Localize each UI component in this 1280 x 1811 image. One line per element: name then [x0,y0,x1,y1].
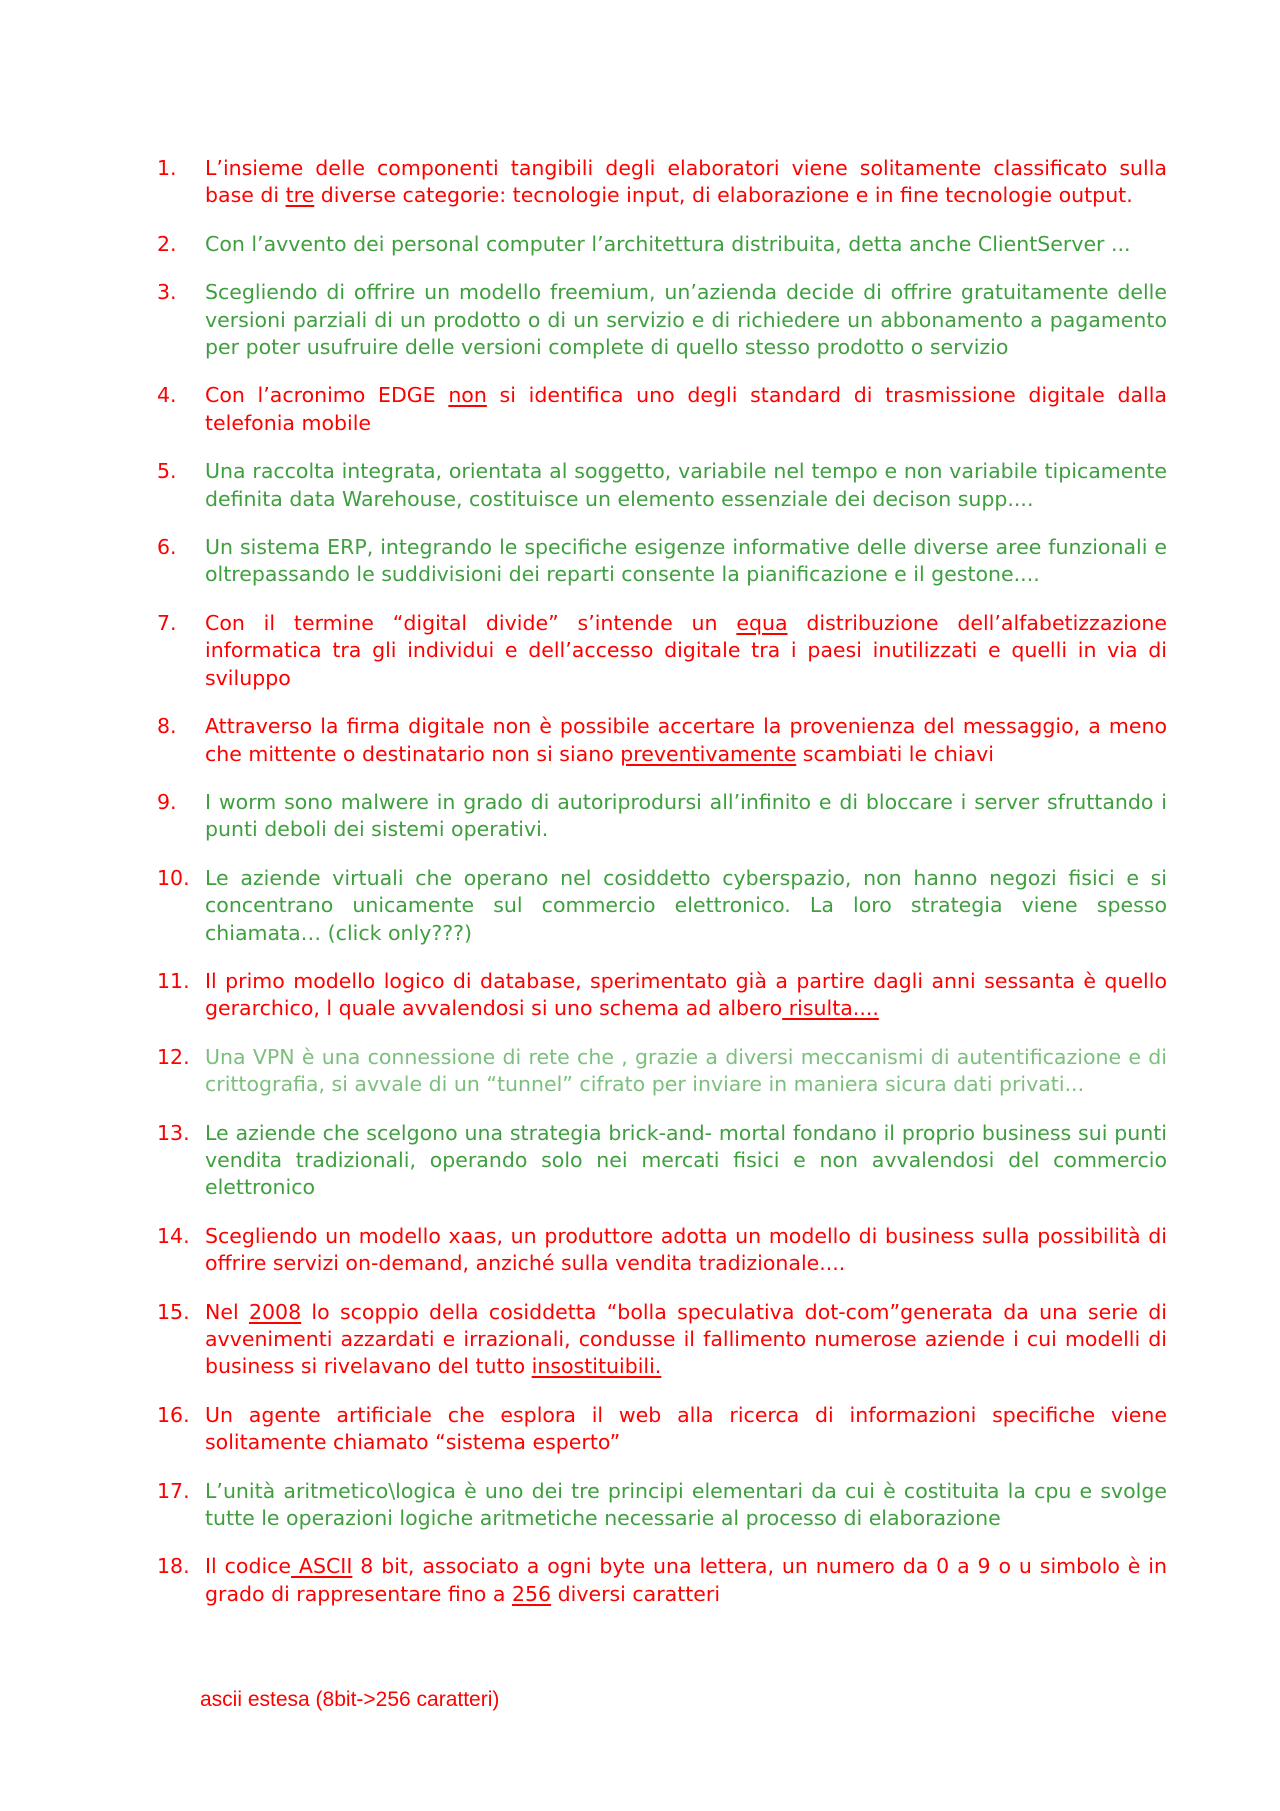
item-number: 8. [157,714,177,739]
list-item [157,534,1167,589]
item-number: 9. [157,789,177,814]
item-number: 13. [157,1120,190,1145]
list-item [157,1044,1167,1099]
list-item [157,789,1167,844]
list-item [157,1299,1167,1381]
item-text: Con l’acronimo EDGE [205,383,449,408]
list-item [157,458,1167,513]
item-text: Una VPN è una connessione di rete che , grazie a diversi meccanismi di autentificazione e di crittografia, si avvale di un “tunnel” cifrato per inviare in maniera sicura dati privati... [205,1044,1167,1097]
item-text: 8 bit, associato a ogni byte una lettera, un numero da 0 a 9 o u simbolo è in grado di rappresentare fino a [205,1554,1167,1606]
handwritten-note: ascii estesa (8bit->256 caratteri) [200,1688,500,1711]
item-number: 12. [157,1044,190,1069]
underlined-word: preventivamente [620,741,797,766]
item-number: 7. [157,610,177,635]
item-number: 4. [157,383,177,408]
list-item [157,1402,1167,1457]
item-text: Le aziende virtuali che operano nel cosiddetto cyberspazio, non hanno negozi fisici e si concentrano unicamente sul commercio elettronico. La loro strategia viene spesso chiamata… (click only???) [205,865,1167,945]
underlined-word: 256 [511,1581,552,1606]
item-text: Scegliendo di offrire un modello freemium, un’azienda decide di offrire gratuitamente delle versioni parziali di un prodotto o di un servizio e di richiedere un abbonamento a pagamento per poter usufruire delle versioni complete di quello stesso prodotto o servizio [205,280,1167,360]
underlined-word: ASCII [291,1554,353,1579]
underlined-word: equa [736,610,788,635]
question-list [157,155,1167,1629]
item-text: I worm sono malwere in grado di autoriprodursi all’infinito e di bloccare i server sfruttando i punti deboli dei sistemi operativi. [205,789,1167,842]
underlined-word: tre [285,183,315,208]
item-text: lo scoppio della cosiddetta “bolla speculativa dot-com”generata da una serie di avvenimenti azzardati e irrazionali, condusse il fallimento numerose aziende i cui modelli di business si rivelavano del tutto [205,1299,1167,1379]
item-text: L’insieme delle componenti tangibili degli elaboratori viene solitamente classificato sulla base di [205,156,1167,208]
list-item [157,865,1167,947]
item-text: scambiati le chiavi [796,741,994,766]
underlined-word: non [448,383,487,408]
item-number: 10. [157,865,190,890]
item-number: 15. [157,1299,190,1324]
item-text: Attraverso la firma digitale non è possibile accertare la provenienza del messaggio, a meno che mittente o destinatario non si siano [205,714,1167,766]
item-text: si identifica uno degli standard di trasmissione digitale dalla telefonia mobile [205,383,1167,435]
list-item [157,1478,1167,1533]
item-text: diverse categorie: tecnologie input, di elaborazione e in fine tecnologie output. [314,183,1133,208]
item-text: Una raccolta integrata, orientata al soggetto, variabile nel tempo e non variabile tipicamente definita data Warehouse, costituisce un elemento essenziale dei decison supp.... [205,459,1167,511]
list-item [157,1223,1167,1278]
item-text: Con il termine “digital divide” s’intende un [205,610,737,635]
item-number: 6. [157,535,177,560]
item-text: diversi caratteri [551,1581,721,1606]
list-item [157,382,1167,437]
list-item [157,968,1167,1023]
list-item [157,155,1167,210]
underlined-word: insostituibili. [531,1354,662,1379]
item-text: Con l’avvento dei personal computer l’architettura distribuita, detta anche ClientServer ... [205,231,1131,256]
item-number: 3. [157,280,177,305]
item-number: 17. [157,1478,190,1503]
item-text: Il primo modello logico di database, sperimentato già a partire dagli anni sessanta è quello gerarchico, l quale avvalendosi si uno schema ad albero [205,968,1167,1021]
item-number: 11. [157,968,190,993]
list-item [157,610,1167,692]
item-text: distribuzione dell’alfabetizzazione informatica tra gli individui e dell’accesso digitale tra i paesi inutilizzati e quelli in via di sviluppo [205,610,1167,690]
item-number: 16. [157,1402,190,1427]
underlined-word: risulta.... [782,996,879,1021]
list-item [157,1120,1167,1202]
item-number: 18. [157,1554,190,1579]
item-text: Un sistema ERP, integrando le specifiche esigenze informative delle diverse aree funzionali e oltrepassando le suddivisioni dei reparti consente la pianificazione e il gestone.... [205,535,1167,587]
item-text: Scegliendo un modello xaas, un produttore adotta un modello di business sulla possibilità di offrire servizi on-demand, anziché sulla vendita tradizionale.... [205,1223,1167,1276]
list-item [157,1553,1167,1608]
underlined-word: 2008 [248,1299,302,1324]
item-number: 14. [157,1223,190,1248]
item-text: Il codice [205,1554,292,1579]
item-text: L’unità aritmetico\logica è uno dei tre principi elementari da cui è costituita la cpu e svolge tutte le operazioni logiche aritmetiche necessarie al processo di elaborazione [205,1478,1167,1531]
list-item [157,713,1167,768]
item-number: 5. [157,459,177,484]
list-item [157,231,1167,258]
item-text: Le aziende che scelgono una strategia brick-and- mortal fondano il proprio business sui punti vendita tradizionali, operando solo nei mercati fisici e non avvalendosi del commercio elettronico [205,1120,1167,1200]
item-text: Nel [205,1299,249,1324]
item-number: 2. [157,231,177,256]
item-text: Un agente artificiale che esplora il web alla ricerca di informazioni specifiche viene solitamente chiamato “sistema esperto” [205,1402,1167,1455]
item-number: 1. [157,156,177,180]
list-item [157,279,1167,361]
